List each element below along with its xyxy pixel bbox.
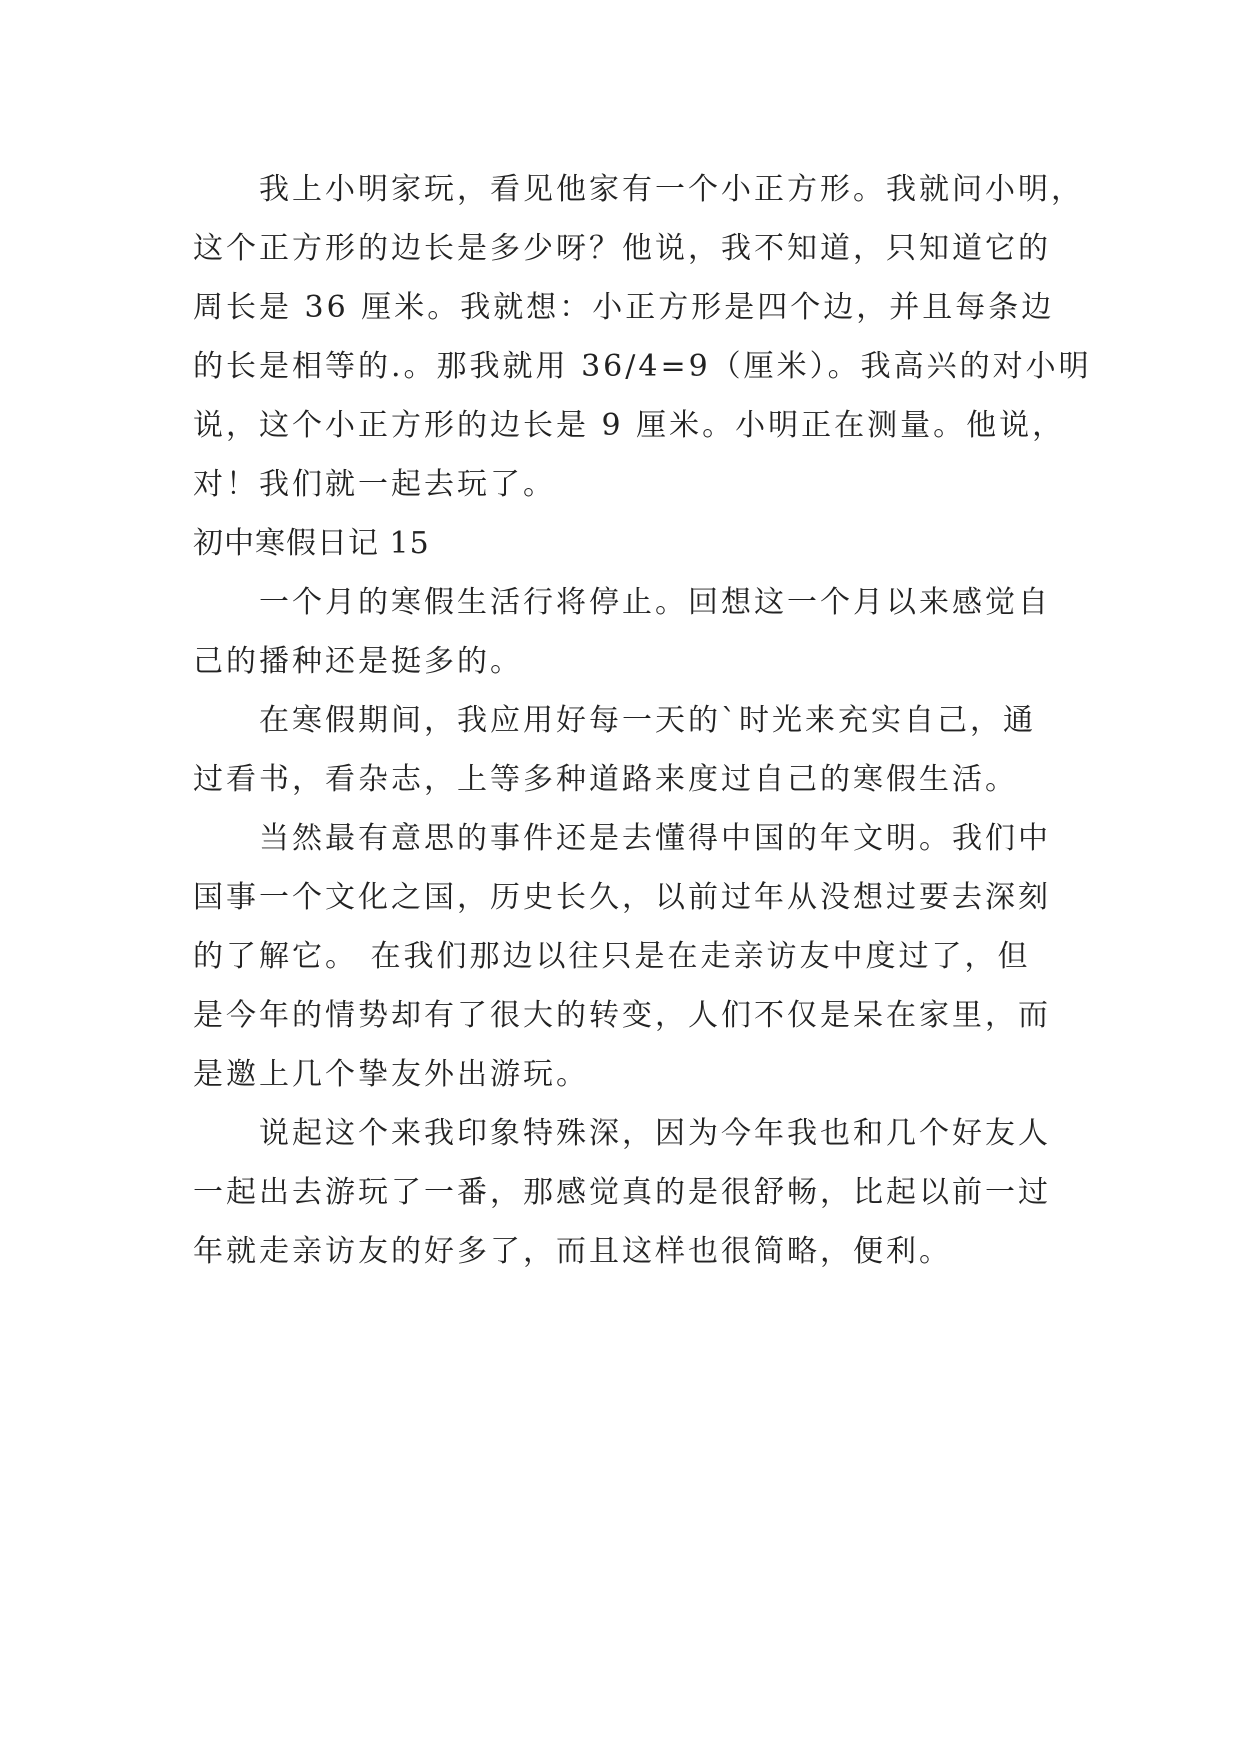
paragraph-4	[193, 809, 1068, 1104]
text-line: 在寒假期间，我应用好每一天的`时光来充实自己，通	[193, 703, 1036, 738]
text-line: 的长是相等的.。那我就用 36/4=9（厘米）。我高兴的对小明	[193, 349, 1092, 384]
section-heading: 初中寒假日记 15	[193, 526, 430, 561]
text-line: 的了解它。 在我们那边以往只是在走亲访友中度过了，但	[193, 939, 1031, 974]
text-line: 国事一个文化之国，历史长久，以前过年从没想过要去深刻	[193, 880, 1051, 915]
document-body	[193, 160, 1092, 1281]
text-line: 对！我们就一起去玩了。	[193, 467, 556, 502]
paragraph-2	[193, 573, 1068, 691]
text-line: 一起出去游玩了一番，那感觉真的是很舒畅，比起以前一过	[193, 1175, 1051, 1210]
text-line: 这个正方形的边长是多少呀？他说，我不知道，只知道它的	[193, 231, 1051, 266]
paragraph-1	[193, 160, 1092, 514]
text-line: 说，这个小正方形的边长是 9 厘米。小明正在测量。他说，	[193, 408, 1066, 443]
text-line: 过看书，看杂志，上等多种道路来度过自己的寒假生活。	[193, 762, 1018, 797]
text-line: 我上小明家玩，看见他家有一个小正方形。我就问小明，	[193, 172, 1084, 207]
text-line: 周长是 36 厘米。我就想：小正方形是四个边，并且每条边	[193, 290, 1055, 325]
text-line: 一个月的寒假生活行将停止。回想这一个月以来感觉自	[193, 585, 1051, 620]
text-line: 年就走亲访友的好多了，而且这样也很简略，便利。	[193, 1234, 952, 1269]
paragraph-3	[193, 691, 1068, 809]
text-line: 是邀上几个挚友外出游玩。	[193, 1057, 589, 1092]
text-line: 当然最有意思的事件还是去懂得中国的年文明。我们中	[193, 821, 1051, 856]
text-line: 是今年的情势却有了很大的转变，人们不仅是呆在家里，而	[193, 998, 1051, 1033]
text-line: 己的播种还是挺多的。	[193, 644, 523, 679]
paragraph-5	[193, 1104, 1068, 1281]
text-line: 说起这个来我印象特殊深，因为今年我也和几个好友人	[193, 1116, 1051, 1151]
